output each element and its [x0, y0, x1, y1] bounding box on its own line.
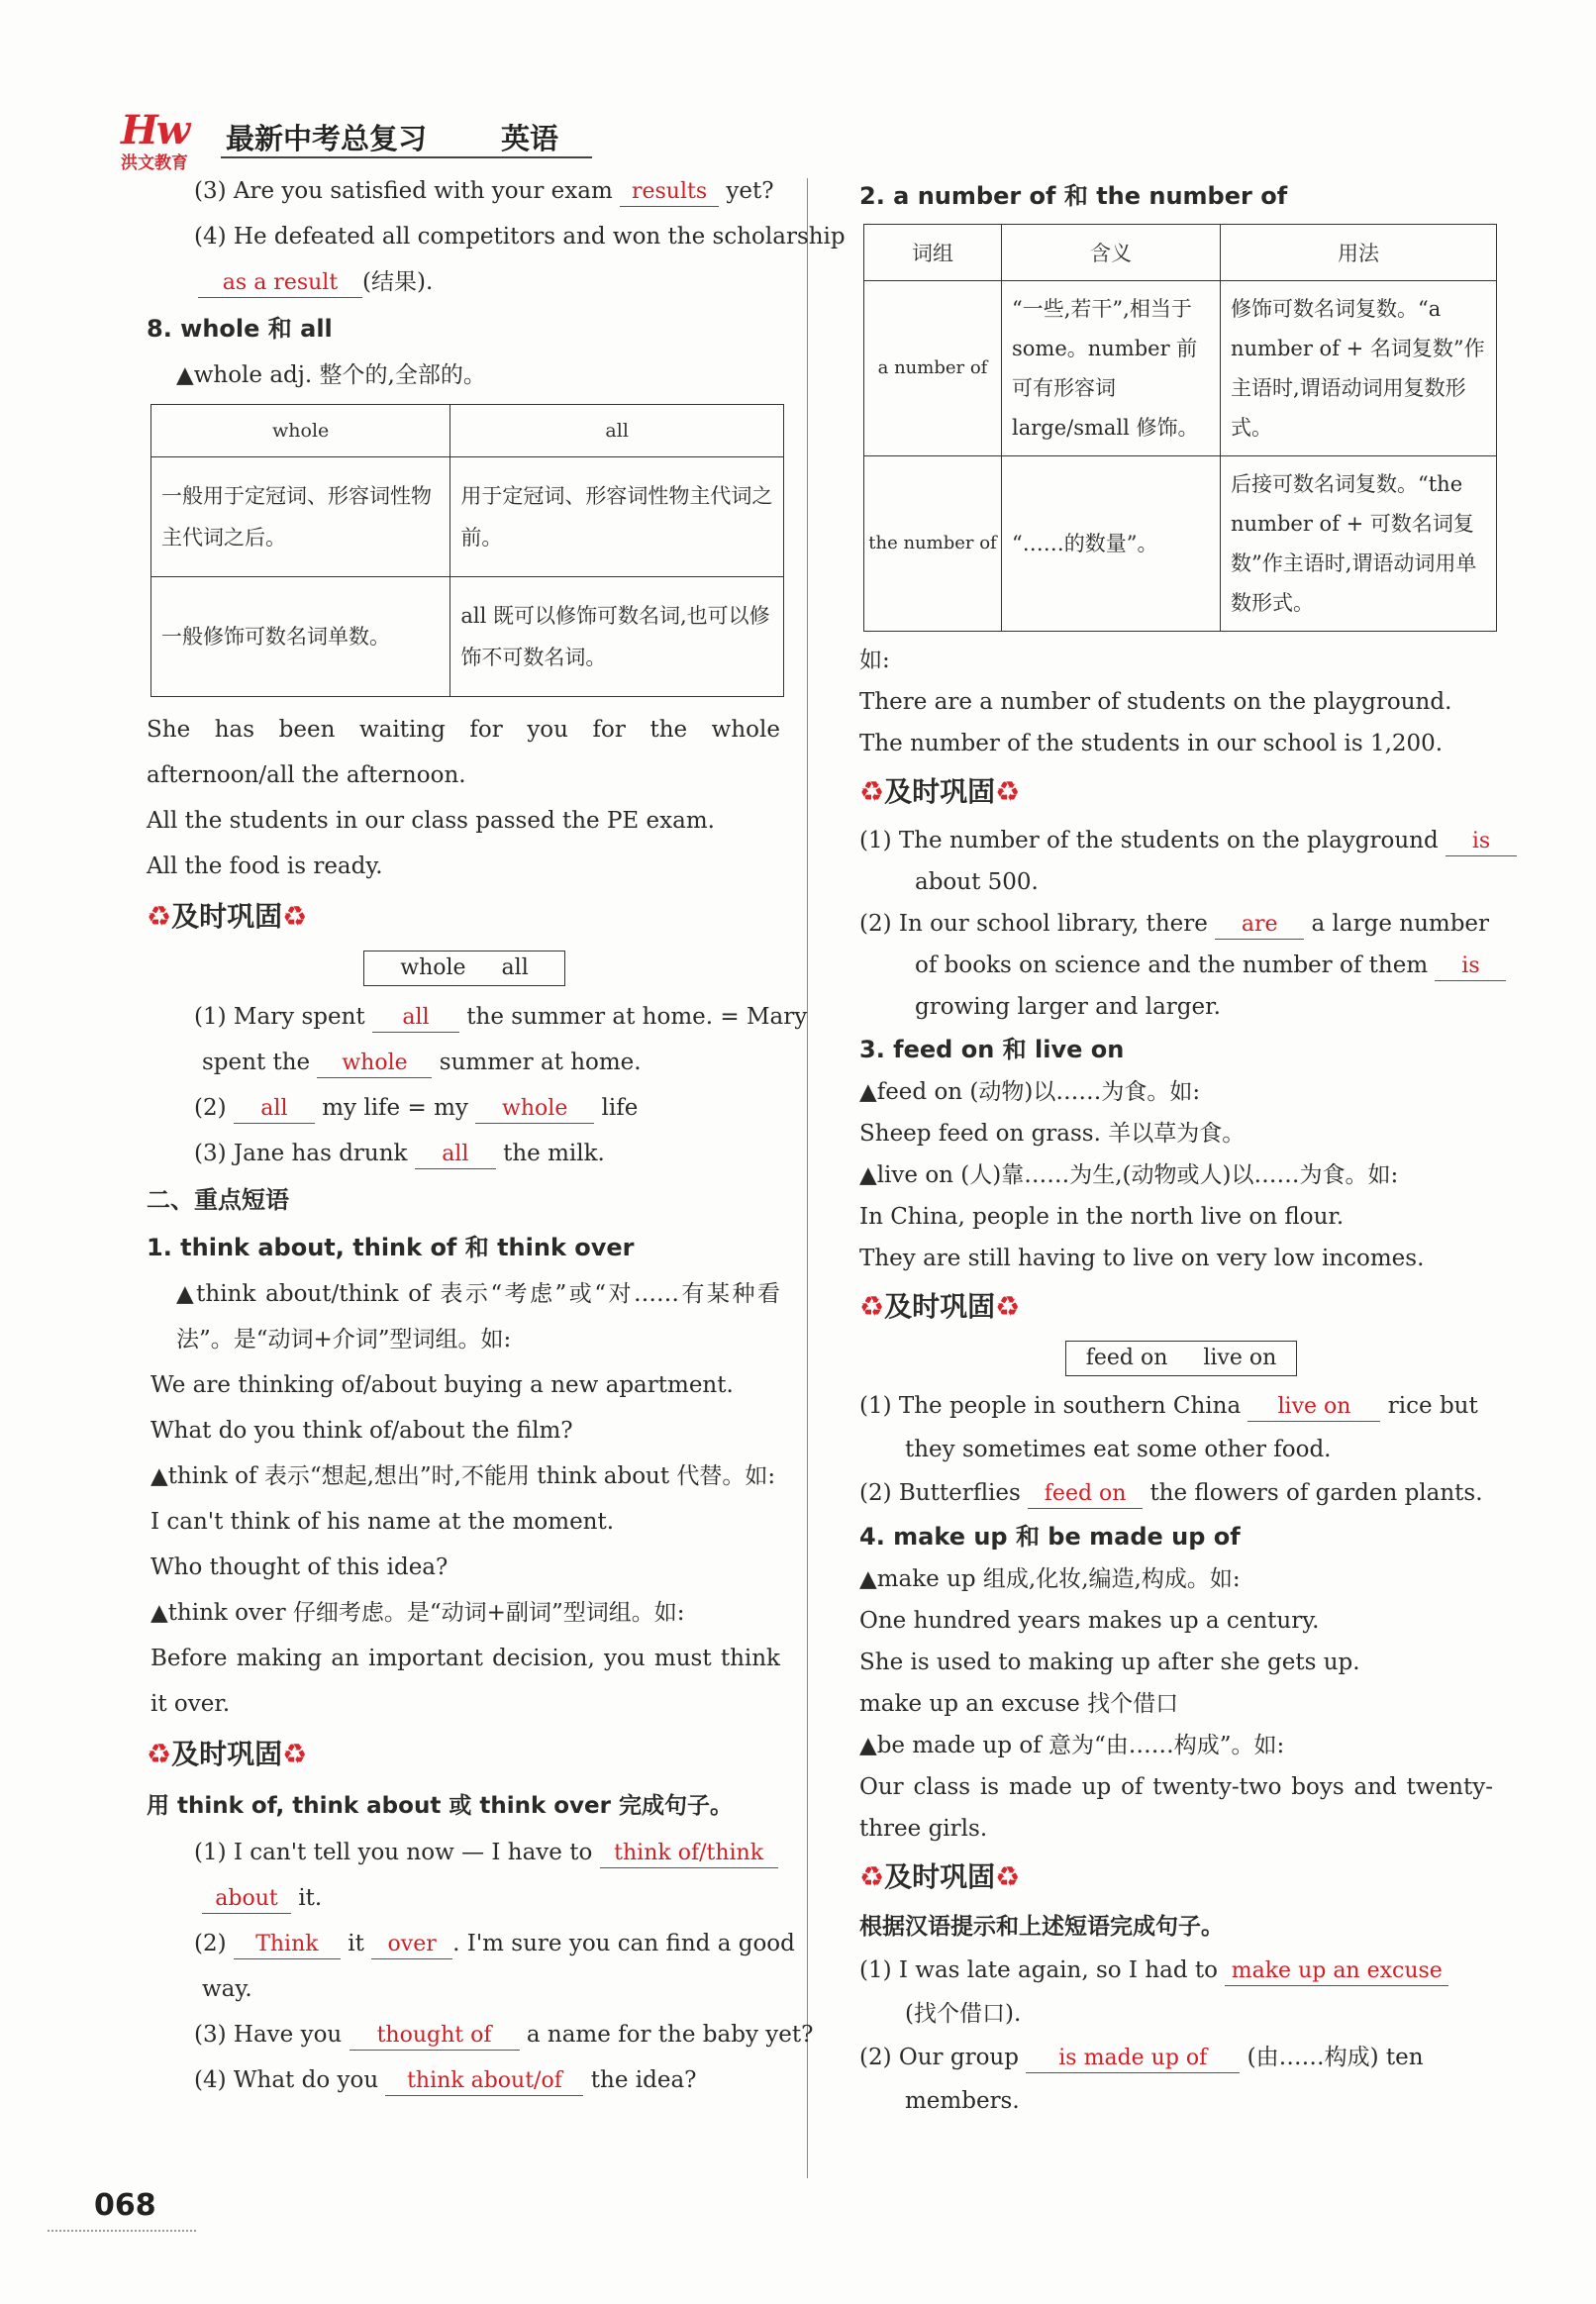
exercise-line: (2) all my life = my whole life [147, 1085, 782, 1131]
example-sentence: Who thought of this idea? [150, 1554, 449, 1580]
review-heading: ♻及时巩固♻ [859, 1290, 1021, 1323]
example-sentence: The number of the students in our school is 1,200. [859, 731, 1444, 756]
exercise-line: (1) Mary spent all the summer at home. = Mary [147, 994, 782, 1040]
table-header: 含义 [1002, 225, 1221, 281]
review-heading: ♻及时巩固♻ [859, 775, 1021, 808]
answer-blank: thought of [349, 2022, 520, 2051]
exercise-line: (2) Our group is made up of (由……构成) ten [859, 2036, 1503, 2079]
table-cell: 修饰可数名词复数。“a number of + 名词复数”作主语时,谓语动词用复数形式。 [1221, 281, 1497, 456]
logo-subtitle: 洪文教育 [121, 153, 188, 173]
exercise-line: (1) The number of the students on the playground is [859, 820, 1503, 861]
exercise-line: (3) Have you thought of a name for the baby yet? [147, 2012, 782, 2057]
word-box: feed on live on [1065, 1341, 1298, 1376]
example-sentence: All the students in our class passed the PE exam. [147, 808, 715, 834]
table-header: all [450, 405, 784, 457]
section-heading: 8. whole 和 all [147, 315, 333, 343]
part-heading: 二、重点短语 [147, 1186, 289, 1214]
answer-blank: about [202, 1885, 291, 1914]
exercise-line: (4) What do you think about/of the idea? [147, 2057, 782, 2103]
left-column [147, 168, 846, 2103]
word-box-row [147, 945, 782, 994]
example-sentence: She has been waiting for you for the whole afternoon/all the afternoon. [147, 717, 780, 788]
answer-blank: think about/of [385, 2067, 583, 2096]
example-sentence: In China, people in the north live on flour. [859, 1204, 1345, 1230]
example-sentence: She is used to making up after she gets up. [859, 1650, 1360, 1675]
answer-blank: live on [1247, 1393, 1380, 1422]
table-cell: 用于定冠词、形容词性物主代词之前。 [450, 457, 784, 577]
example-sentence: Sheep feed on grass. 羊以草为食。 [859, 1121, 1246, 1147]
table-cell: a number of [864, 281, 1002, 456]
answer-blank: over [371, 1931, 452, 1959]
exercise-line: way. [202, 1976, 252, 2002]
example-sentence: All the food is ready. [147, 853, 383, 879]
review-heading: ♻及时巩固♻ [147, 1738, 308, 1770]
header-rule [221, 156, 592, 158]
exercise-line: (2) Butterflies feed on the flowers of garden plants. [859, 1471, 1503, 1515]
answer-blank: all [372, 1004, 459, 1033]
answer-blank: make up an excuse [1225, 1957, 1448, 1986]
exercise-line: (找个借口). [905, 2001, 1022, 2027]
word-box: whole all [363, 951, 565, 986]
answer-blank: all [415, 1141, 496, 1169]
table-header: 用法 [1221, 225, 1497, 281]
recycle-icon: ♻ [995, 775, 1021, 808]
exercise-line: (3) Jane has drunk all the milk. [147, 1131, 782, 1176]
example-sentence: There are a number of students on the playground. [859, 689, 1452, 715]
section-heading: 4. make up 和 be made up of [859, 1523, 1241, 1551]
definition: ▲think about/think of 表示“考虑”或“对……有某种看法”。是“动词+介词”型词组。如: [176, 1281, 780, 1352]
exercise-line: (2) In our school library, there are a large number [859, 903, 1503, 945]
column-divider [807, 178, 808, 2178]
table-header: whole [151, 405, 450, 457]
example-sentence: make up an excuse 找个借口 [859, 1691, 1179, 1717]
example-sentence: Our class is made up of twenty-two boys and twenty-three girls. [859, 1774, 1493, 1842]
answer-blank: think of/think [600, 1840, 778, 1868]
table-cell: “一些,若干”,相当于 some。number 前可有形容词 large/small 修饰。 [1002, 281, 1221, 456]
exercise-line: of books on science and the number of them is [859, 945, 1503, 986]
exercise-line: (1) The people in southern China live on rice but [859, 1384, 1503, 1428]
table-cell: 后接可数名词复数。“the number of + 可数名词复数”作主语时,谓语动词用单数形式。 [1221, 456, 1497, 632]
exercise-line: growing larger and larger. [915, 994, 1221, 1020]
instruction: 根据汉语提示和上述短语完成句子。 [859, 1914, 1224, 1940]
example-sentence: One hundred years makes up a century. [859, 1608, 1320, 1634]
exercise-line: (4) He defeated all competitors and won the scholarship [194, 224, 846, 250]
table-cell: 一般用于定冠词、形容词性物主代词之后。 [151, 457, 450, 577]
whole-all-table [150, 404, 784, 697]
answer-blank: whole [317, 1050, 432, 1078]
answer-blank: all [234, 1095, 315, 1124]
exercise-line: spent the whole summer at home. [147, 1040, 782, 1085]
definition: ▲live on (人)靠……为生,(动物或人)以……为食。如: [859, 1162, 1399, 1188]
section-heading: 3. feed on 和 live on [859, 1036, 1125, 1063]
definition: ▲whole adj. 整个的,全部的。 [176, 362, 486, 388]
table-header: 词组 [864, 225, 1002, 281]
answer-blank: is [1435, 952, 1506, 981]
answer-blank: results [620, 178, 719, 207]
exercise-line: members. [905, 2088, 1020, 2114]
recycle-icon: ♻ [859, 1290, 885, 1323]
label: 如: [859, 648, 890, 673]
recycle-icon: ♻ [995, 1290, 1021, 1323]
example-sentence: They are still having to live on very low incomes. [859, 1246, 1425, 1271]
word-box-row [859, 1335, 1503, 1384]
recycle-icon: ♻ [859, 775, 885, 808]
logo: Hw [121, 107, 189, 153]
definition: ▲feed on (动物)以……为食。如: [859, 1079, 1201, 1105]
footer-rule [48, 2230, 196, 2232]
exercise-line: (1) I was late again, so I had to make up an excuse [859, 1949, 1503, 1992]
table-cell: all 既可以修饰可数名词,也可以修饰不可数名词。 [450, 577, 784, 697]
table-cell: the number of [864, 456, 1002, 632]
example-sentence: I can't think of his name at the moment. [150, 1509, 615, 1535]
page-header [117, 107, 592, 173]
review-heading: ♻及时巩固♻ [859, 1860, 1021, 1893]
recycle-icon: ♻ [859, 1860, 885, 1893]
section-heading: 1. think about, think of 和 think over [147, 1234, 635, 1261]
number-of-table [863, 224, 1497, 632]
definition: ▲think of 表示“想起,想出”时,不能用 think about 代替。如: [150, 1463, 776, 1489]
answer-blank: whole [475, 1095, 594, 1124]
recycle-icon: ♻ [282, 1738, 308, 1770]
exercise-line: they sometimes eat some other food. [905, 1437, 1332, 1462]
recycle-icon: ♻ [147, 1738, 172, 1770]
definition: ▲make up 组成,化妆,编造,构成。如: [859, 1566, 1241, 1592]
page-number: 068 [94, 2188, 156, 2223]
example-sentence: We are thinking of/about buying a new apartment. [150, 1372, 734, 1398]
definition: ▲think over 仔细考虑。是“动词+副词”型词组。如: [150, 1600, 685, 1626]
definition: ▲be made up of 意为“由……构成”。如: [859, 1733, 1285, 1758]
recycle-icon: ♻ [282, 900, 308, 933]
exercise-line: (1) I can't tell you now — I have to think of/think [147, 1830, 782, 1875]
answer-blank: as a result [198, 269, 362, 298]
example-sentence: What do you think of/about the film? [150, 1418, 573, 1444]
right-column [859, 168, 1503, 2123]
exercise-line: (2) Think it over . I'm sure you can find a good [147, 1921, 782, 1966]
example-sentence: Before making an important decision, you must think it over. [150, 1646, 780, 1717]
review-heading: ♻及时巩固♻ [147, 900, 308, 933]
recycle-icon: ♻ [995, 1860, 1021, 1893]
instruction: 用 think of, think about 或 think over 完成句子。 [147, 1793, 734, 1819]
answer-blank: is [1446, 828, 1517, 856]
answer-blank: Think [234, 1931, 341, 1959]
book-title: 最新中考总复习 [226, 122, 428, 155]
exercise-line: about it. [147, 1875, 782, 1921]
exercise-line: (3) Are you satisfied with your exam results yet? [147, 168, 782, 214]
table-cell: 一般修饰可数名词单数。 [151, 577, 450, 697]
subject-label: 英语 [501, 122, 559, 155]
table-cell: “……的数量”。 [1002, 456, 1221, 632]
exercise-line: about 500. [915, 869, 1039, 895]
exercise-line: as a result (结果). [147, 259, 782, 305]
recycle-icon: ♻ [147, 900, 172, 933]
answer-blank: feed on [1028, 1480, 1143, 1509]
section-heading: 2. a number of 和 the number of [859, 182, 1288, 210]
answer-blank: is made up of [1026, 2045, 1240, 2073]
answer-blank: are [1215, 911, 1304, 940]
